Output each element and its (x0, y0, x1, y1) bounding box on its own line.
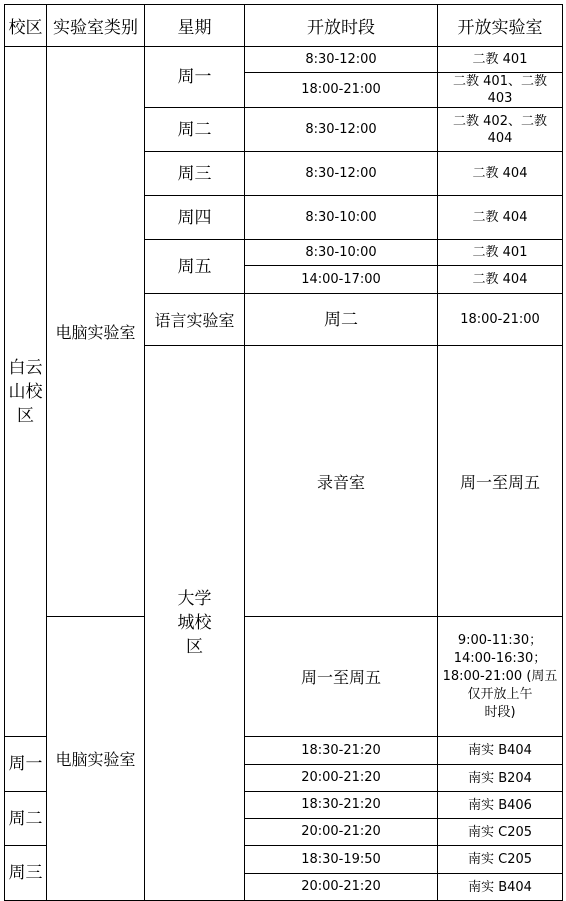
weekday-cell: 周二 (145, 108, 245, 152)
header-row (5, 5, 563, 47)
lab-type-computer: 电脑实验室 (47, 47, 145, 617)
lab-type-recording: 录音室 (245, 346, 438, 617)
weekday-cell: 周三 (145, 152, 245, 196)
weekday-cell: 周五 (145, 240, 245, 294)
time-cell: 18:00-21:00 (438, 294, 563, 346)
campus-line: 山校 (8, 381, 43, 402)
weekday-cell: 周二 (5, 792, 47, 846)
room-cell: 二教 404 (438, 152, 563, 196)
weekday-cell: 周四 (145, 196, 245, 240)
time-line: 时段) (484, 704, 516, 720)
header-weekday: 星期 (145, 5, 245, 47)
room-cell: 二教 401 (438, 47, 563, 73)
time-line: 9:00-11:30；14:00-16:30； (453, 632, 547, 666)
time-cell: 8:30-10:00 (245, 240, 438, 266)
time-cell: 18:30-21:20 (245, 737, 438, 765)
weekday-cell: 周一至周五 (245, 617, 438, 737)
campus-line: 城校 (177, 613, 212, 633)
time-cell: 8:30-12:00 (245, 108, 438, 152)
weekday-cell: 周一至周五 (438, 346, 563, 617)
weekday-cell: 周二 (245, 294, 438, 346)
weekday-cell: 周一 (5, 737, 47, 792)
table-row (5, 47, 563, 73)
time-cell: 8:30-12:00 (245, 152, 438, 196)
time-cell (438, 617, 563, 737)
room-cell: 南实 C205 (438, 846, 563, 874)
time-cell: 8:30-12:00 (245, 47, 438, 73)
campus-line: 区 (17, 405, 34, 426)
campus-cell-daxuecheng (145, 346, 245, 901)
lab-schedule-table (4, 4, 563, 901)
time-cell: 18:00-21:00 (245, 73, 438, 108)
campus-cell-baiyun (5, 47, 47, 737)
header-open-lab: 开放实验室 (438, 5, 563, 47)
campus-line: 大学 (177, 589, 212, 609)
room-cell: 南实 B204 (438, 765, 563, 792)
room-cell: 南实 B404 (438, 874, 563, 901)
lab-type-language: 语言实验室 (145, 294, 245, 346)
time-cell: 18:30-19:50 (245, 846, 438, 874)
campus-line: 区 (186, 637, 203, 657)
room-cell: 南实 B406 (438, 792, 563, 819)
time-cell: 20:00-21:20 (245, 765, 438, 792)
table-row (5, 617, 563, 737)
campus-line: 白云 (8, 357, 43, 378)
header-open-period: 开放时段 (245, 5, 438, 47)
time-cell: 20:00-21:20 (245, 874, 438, 901)
lab-type-computer: 电脑实验室 (47, 617, 145, 901)
time-cell: 20:00-21:20 (245, 819, 438, 846)
weekday-cell: 周一 (145, 47, 245, 108)
weekday-cell: 周三 (5, 846, 47, 901)
time-line: 18:00-21:00 (周五仅开放上午 (442, 668, 558, 702)
room-cell: 二教 404 (438, 196, 563, 240)
room-cell: 二教 402、二教 404 (438, 108, 563, 152)
room-cell: 南实 B404 (438, 737, 563, 765)
room-cell: 二教 404 (438, 266, 563, 294)
room-cell: 二教 401、二教 403 (438, 73, 563, 108)
header-campus: 校区 (5, 5, 47, 47)
time-cell: 8:30-10:00 (245, 196, 438, 240)
time-cell: 14:00-17:00 (245, 266, 438, 294)
room-cell: 南实 C205 (438, 819, 563, 846)
room-cell: 二教 401 (438, 240, 563, 266)
header-lab-type: 实验室类别 (47, 5, 145, 47)
time-cell: 18:30-21:20 (245, 792, 438, 819)
